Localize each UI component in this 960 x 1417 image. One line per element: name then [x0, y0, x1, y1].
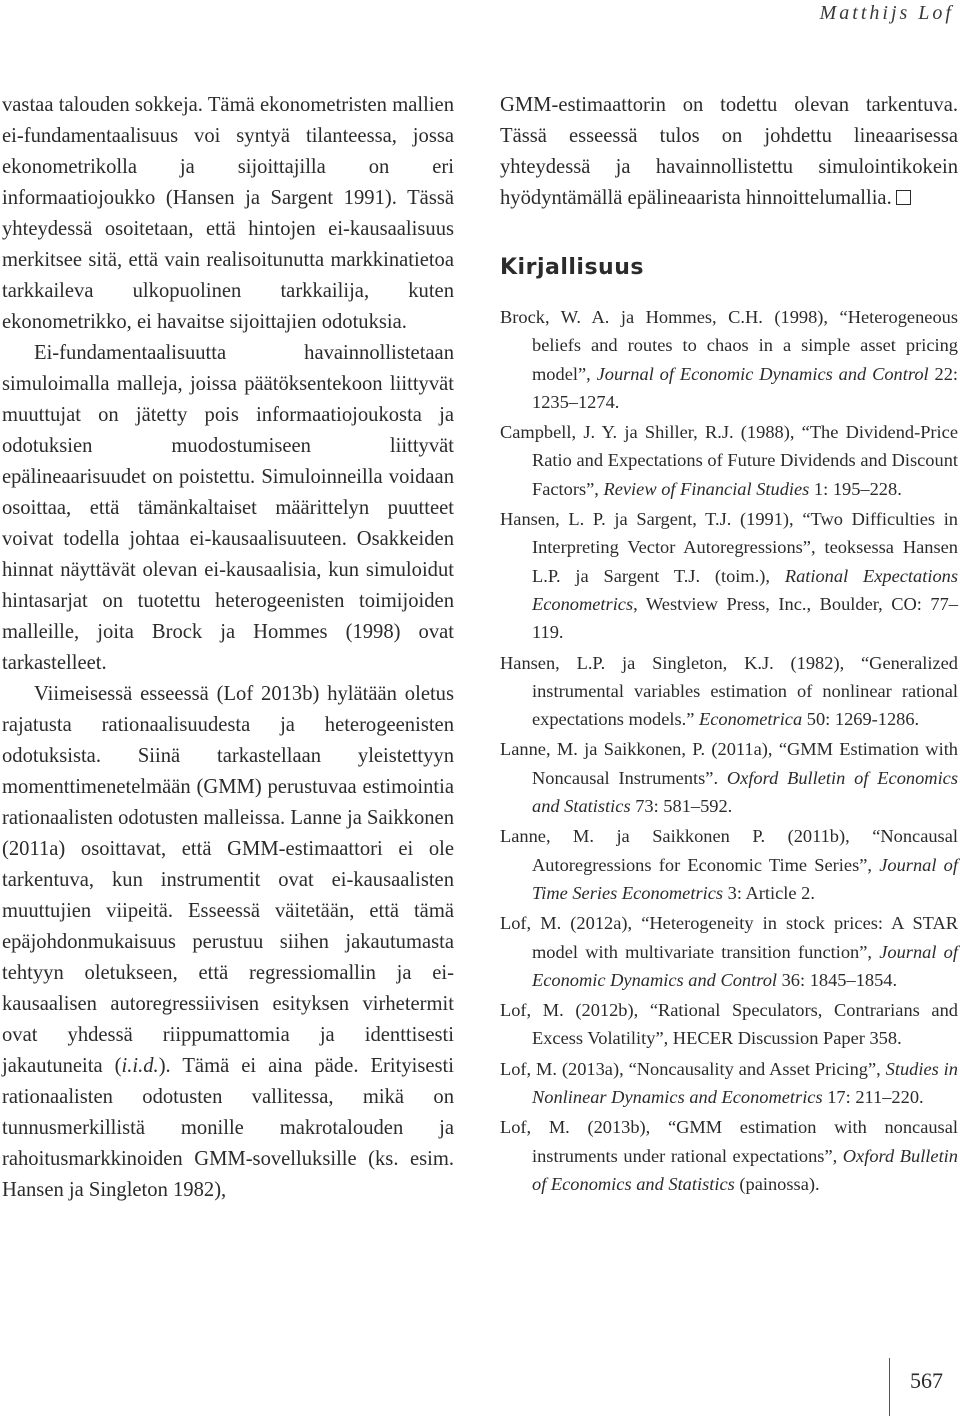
- reference-volume: 1: 195–228.: [809, 478, 902, 499]
- reference-item: [500, 996, 958, 1053]
- reference-item: [500, 735, 958, 820]
- reference-text: Hansen, L.P. ja Singleton, K.J. (1982), “Generalized instrumental variables estimation of nonlinear rational expectations models.”: [500, 652, 958, 730]
- reference-journal: Journal of Economic Dynamics and Control: [532, 941, 958, 990]
- reference-volume: 73: 581–592.: [630, 796, 733, 817]
- reference-item: [500, 1055, 958, 1112]
- paragraph-text: GMM-estimaattorin on todettu olevan tarkentuva. Tässä esseessä tulos on johdettu lineaarisessa yhteydessä ja havainnollistettu simulointikokein hyödyntämällä epälineaarista hinnoittelumallia.: [500, 94, 958, 209]
- reference-item: [500, 303, 958, 416]
- qed-square-icon: [896, 190, 911, 205]
- reference-item: [500, 505, 958, 646]
- reference-journal: Rational Expectations Econometrics: [532, 565, 958, 614]
- reference-journal: Journal of Economic Dynamics and Control: [596, 363, 929, 384]
- running-head-author: Matthijs Lof: [819, 2, 954, 24]
- reference-journal: Oxford Bulletin of Economics and Statistics: [532, 767, 958, 817]
- iid-italic: i.i.d.: [121, 1055, 159, 1077]
- reference-volume: (painossa).: [734, 1173, 820, 1194]
- reference-volume: 17: 211–220.: [822, 1087, 924, 1108]
- body-text-right-column: [500, 90, 958, 1200]
- reference-volume: 50: 1269-1286.: [802, 709, 920, 730]
- reference-volume: 3: Article 2.: [723, 882, 815, 903]
- reference-journal: Econometrica: [699, 709, 803, 730]
- reference-volume: 22: 1235–1274.: [532, 363, 959, 412]
- section-heading-references: Kirjallisuus: [500, 255, 644, 280]
- reference-text: Lof, M. (2013a), “Noncausality and Asset Pricing”,: [500, 1058, 886, 1079]
- reference-list: [500, 303, 958, 1198]
- reference-volume: 36: 1845–1854.: [777, 969, 898, 990]
- body-text-left-column: [2, 90, 454, 1206]
- reference-item: [500, 1113, 958, 1198]
- reference-text: Hansen, L. P. ja Sargent, T.J. (1991), “Two Difficulties in Interpreting Vector Autoregressions”, teoksessa Hansen L.P. ja Sargent T.J. (toim.),: [500, 509, 958, 586]
- reference-journal: Review of Financial Studies: [603, 478, 810, 499]
- page-number: 567: [910, 1368, 943, 1393]
- reference-journal: Studies in Nonlinear Dynamics and Econometrics: [532, 1058, 958, 1108]
- reference-text: Brock, W. A. ja Hommes, C.H. (1998), “Heterogeneous beliefs and routes to chaos in a simple asset pricing model”,: [500, 307, 958, 384]
- paragraph: vastaa talouden sokkeja. Tämä ekonometristen mallien ei-fundamentaalisuus voi syntyä tilanteessa, jossa ekonometrikolla ja sijoittajilla on eri informaatiojoukko (Hansen ja Sargent 1991). Tässä yhteydessä osoitetaan, että hintojen ei-kausaalisuus merkitsee sitä, että vain realisoitunutta markkinatietoa tarkkaileva ulkopuolinen tarkkailija, kuten ekonometrikko, ei havaitse sijoittajien odotuksia.: [2, 94, 454, 333]
- paragraph-continuation: [500, 90, 958, 214]
- reference-volume: , Westview Press, Inc., Boulder, CO: 77–119.: [532, 593, 958, 643]
- paragraph: Ei-fundamentaalisuutta havainnollistetaan simuloimalla malleja, joissa päätöksentekoon liittyvät muuttujat on jätetty pois informaatiojoukosta ja odotuksien muodostumiseen liittyvät epälineaarisuudet on poistettu. Simuloinneilla voidaan osoittaa, että tämänkaltaiset määrittelyn puutteet voivat todella johtaa ei-kausaalisuuteen. Osakkeiden hinnat näyttävät olevan ei-kausaalisia, kun simuloidut hintasarjat on tuotettu heterogeenisten toimijoiden malleille, joita Brock ja Hommes (1998) ovat tarkastelleet.: [2, 342, 454, 674]
- reference-text: Lanne, M. ja Saikkonen P. (2011b), “Noncausal Autoregressions for Economic Time Series”,: [500, 826, 958, 875]
- reference-item: [500, 909, 958, 994]
- reference-item: [500, 822, 958, 907]
- reference-text: Lof, M. (2013b), “GMM estimation with noncausal instruments under rational expectations”,: [500, 1117, 958, 1166]
- reference-journal: Oxford Bulletin of Economics and Statistics: [532, 1145, 958, 1194]
- paragraph-text: ). Tämä ei aina päde. Erityisesti rationaalisten odotusten vallitessa, mikä on tunnusmerkillistä monille makrotalouden ja rahoitusmarkkinoiden GMM-sovelluksille (ks. esim. Hansen ja Singleton 1982),: [2, 1055, 454, 1201]
- reference-text: Lanne, M. ja Saikkonen, P. (2011a), “GMM Estimation with Noncausal Instruments”.: [500, 739, 958, 788]
- paragraph-text: Viimeisessä esseessä (Lof 2013b) hylätään oletus rajatusta rationaalisuudesta ja heterogeenisten odotuksista. Siinä tarkastellaan yleistettyyn momenttimenetelmään (GMM) perustuvaa estimointia rationaalisten odotusten malleissa. Lanne ja Saikkonen (2011a) osoittavat, että GMM-estimaattori ei ole tarkentuva, kun instrumentit ovat ei-kausaalisten muuttujien viipeitä. Esseessä väitetään, että tämä epäjohdonmukaisuus perustuu siihen jakautumasta tehtyyn oletukseen, että regressiomallin ja ei-kausaalisen autoregressiivisen esityksen virhetermit ovat yhdessä riippumattomia ja identtisesti jakautuneita (: [2, 683, 454, 1077]
- reference-text: Campbell, J. Y. ja Shiller, R.J. (1988), “The Dividend-Price Ratio and Expectations of Future Dividends and Discount Factors”,: [500, 422, 958, 499]
- reference-item: [500, 418, 958, 503]
- paragraph: [2, 679, 454, 1206]
- reference-text: Lof, M. (2012b), “Rational Speculators, Contrarians and Excess Volatility”, HECER Discussion Paper 358.: [500, 1000, 958, 1049]
- reference-text: Lof, M. (2012a), “Heterogeneity in stock prices: A STAR model with multivariate transition function”,: [500, 913, 958, 962]
- reference-journal: Journal of Time Series Econometrics: [532, 854, 958, 903]
- footer-divider: [889, 1358, 890, 1416]
- reference-item: [500, 649, 958, 734]
